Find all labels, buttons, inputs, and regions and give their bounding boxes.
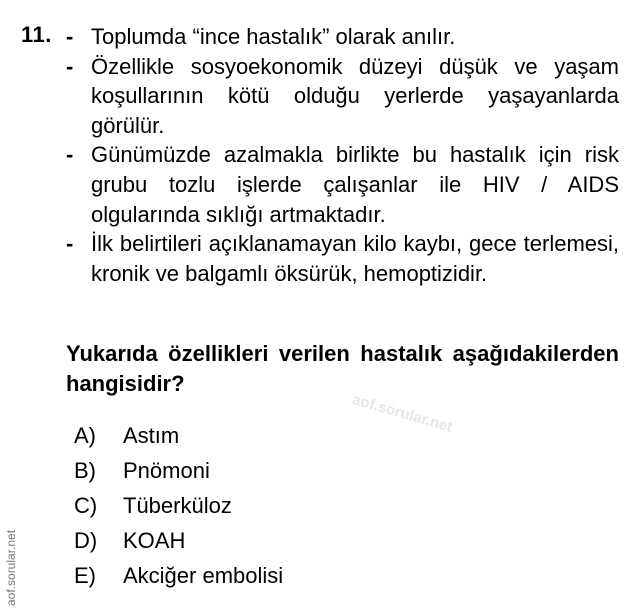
statement-text: Toplumda “ince hastalık” olarak anılır.	[91, 24, 456, 49]
option-letter: B)	[74, 457, 96, 483]
option-letter: C)	[74, 492, 98, 518]
statement-dash: -	[66, 53, 74, 79]
statement-item	[66, 22, 619, 52]
statement-dash: -	[66, 24, 74, 49]
option-letter: D)	[74, 527, 98, 553]
statement-item	[66, 52, 619, 141]
option-letter: E)	[74, 562, 96, 588]
statement-text: İlk belirtileri açıklanamayan kilo kaybı, gece terlemesi, kronik ve balgamlı öksürük, hemoptizidir.	[91, 231, 619, 286]
question-number: 11.	[21, 22, 52, 47]
statement-dash: -	[66, 142, 74, 168]
statement-item	[66, 140, 619, 229]
statement-item	[66, 229, 619, 288]
statement-dash: -	[66, 231, 74, 257]
question-prompt: Yukarıda özellikleri verilen hastalık aşağıdakilerden hangisidir?	[66, 341, 619, 396]
option-text: Astım	[123, 422, 180, 448]
option-text: Akciğer embolisi	[123, 562, 284, 588]
option-text: KOAH	[123, 527, 186, 553]
option-d[interactable]	[74, 523, 283, 558]
answer-options	[74, 418, 283, 593]
option-text: Pnömoni	[123, 457, 210, 483]
option-text: Tüberküloz	[123, 492, 232, 518]
question-statements	[66, 22, 619, 288]
option-c[interactable]	[74, 488, 283, 523]
option-b[interactable]	[74, 453, 283, 488]
statement-text: Günümüzde azalmakla birlikte bu hastalık için risk grubu tozlu işlerde çalışanlar ile HIV / AIDS olgularında sıklığı artmaktadır.	[91, 142, 619, 227]
statement-text: Özellikle sosyoekonomik düzeyi düşük ve yaşam koşullarının kötü olduğu yerlerde yaşayanlarda görülür.	[91, 53, 619, 138]
side-label: aof.sorular.net	[4, 529, 18, 606]
watermark-text: aof.sorular.net	[350, 391, 455, 436]
option-e[interactable]	[74, 558, 283, 593]
option-letter: A)	[74, 422, 96, 448]
option-a[interactable]	[74, 418, 283, 453]
